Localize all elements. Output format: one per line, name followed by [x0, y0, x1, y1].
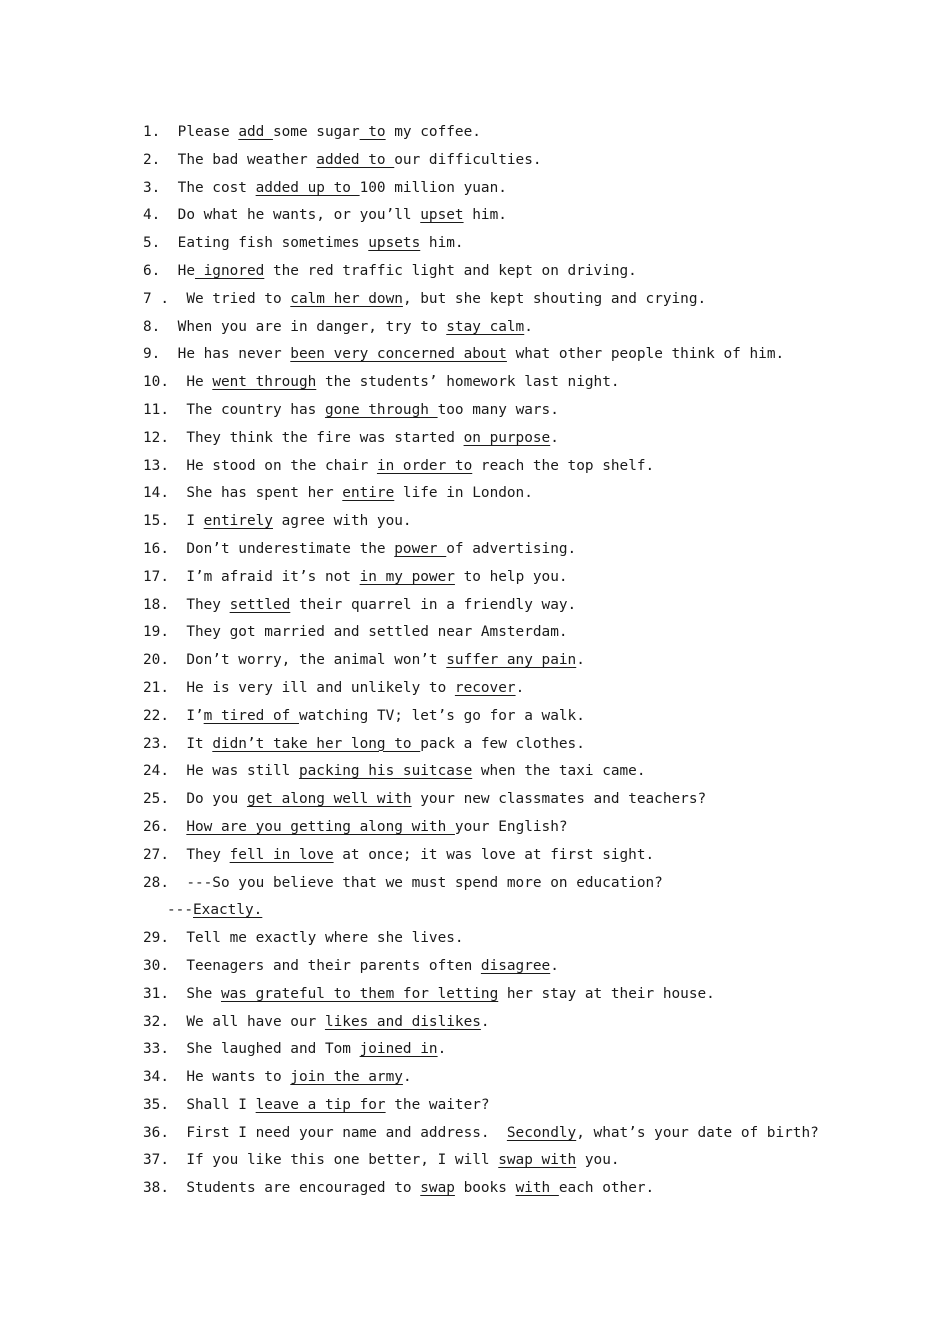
sentence-line: [143, 731, 923, 759]
sentence-text: your English?: [454, 818, 568, 835]
sentence-text: 20. Don’t worry, the animal won’t: [143, 652, 447, 669]
sentence-line: [143, 1064, 923, 1092]
sentence-line: [143, 341, 923, 369]
underlined-phrase: joined in: [359, 1041, 438, 1058]
sentence-line: [143, 480, 923, 508]
sentence-text: my coffee.: [385, 124, 481, 140]
sentence-line: [143, 508, 923, 536]
sentence-text: the students’ homework last night.: [316, 374, 620, 391]
sentence-text: 21. He is very ill and unlikely to: [143, 679, 455, 696]
sentence-line: [143, 592, 923, 620]
sentence-line: [143, 202, 923, 230]
sentence-text: 18. They: [143, 596, 230, 613]
exercise-list: [143, 119, 923, 1203]
sentence-text: 3. The cost: [143, 179, 256, 196]
sentence-line: [143, 119, 923, 147]
sentence-text: when the taxi came.: [472, 763, 646, 780]
sentence-text: .: [550, 957, 559, 974]
sentence-line: [143, 1009, 923, 1037]
sentence-text: 6. He: [143, 262, 195, 279]
sentence-text: .: [515, 679, 525, 696]
sentence-text: of advertising.: [446, 540, 577, 557]
underlined-phrase: get along well with: [246, 791, 412, 808]
sentence-text: their quarrel in a friendly way.: [290, 596, 577, 613]
sentence-text: 12. They think the fire was started: [143, 429, 464, 446]
underlined-phrase: gone through: [324, 401, 438, 418]
sentence-text: 5. Eating fish sometimes: [143, 235, 369, 252]
sentence-text: him.: [420, 235, 464, 252]
sentence-text: our difficulties.: [394, 151, 542, 168]
sentence-line: [143, 1147, 923, 1175]
sentence-line: [143, 1120, 923, 1148]
sentence-text: ---: [167, 902, 193, 919]
sentence-line: [143, 425, 923, 453]
underlined-phrase: been very concerned about: [290, 346, 507, 363]
sentence-text: 25. Do you: [143, 791, 247, 808]
underlined-phrase: add: [238, 124, 273, 140]
underlined-phrase: to: [359, 124, 386, 140]
sentence-line: [143, 314, 923, 342]
sentence-text: .: [402, 1069, 412, 1086]
underlined-phrase: entirely: [203, 513, 273, 530]
underlined-phrase: swap: [420, 1180, 455, 1197]
sentence-text: each other.: [558, 1180, 655, 1197]
underlined-phrase: added up to: [255, 179, 360, 196]
sentence-text: agree with you.: [272, 513, 412, 530]
sentence-line: [143, 981, 923, 1009]
sentence-text: 4. Do what he wants, or you’ll: [143, 207, 421, 224]
sentence-line: [143, 453, 923, 481]
underlined-phrase: added to: [316, 151, 395, 168]
sentence-line: [143, 1092, 923, 1120]
sentence-text: .: [437, 1041, 447, 1058]
sentence-text: 29. Tell me exactly where she lives.: [143, 930, 464, 947]
sentence-text: 10. He: [143, 374, 213, 391]
sentence-text: watching TV; let’s go for a walk.: [298, 707, 585, 724]
sentence-line: [143, 647, 923, 675]
sentence-text: 100 million yuan.: [359, 179, 507, 196]
underlined-phrase: disagree: [480, 957, 551, 974]
underlined-phrase: settled: [229, 596, 291, 613]
sentence-line: [143, 397, 923, 425]
sentence-text: 30. Teenagers and their parents often: [143, 957, 481, 974]
sentence-text: too many wars.: [437, 401, 559, 418]
sentence-line: [143, 369, 923, 397]
sentence-text: 35. Shall I: [143, 1096, 256, 1113]
sentence-text: your new classmates and teachers?: [411, 791, 707, 808]
sentence-text: to help you.: [454, 568, 568, 585]
underlined-phrase: was grateful to them for letting: [220, 985, 499, 1002]
underlined-phrase: join the army: [290, 1069, 403, 1086]
underlined-phrase: stay calm: [446, 318, 525, 335]
sentence-text: 17. I’m afraid it’s not: [143, 568, 360, 585]
sentence-line: [143, 564, 923, 592]
sentence-text: , but she kept shouting and crying.: [402, 290, 707, 307]
sentence-text: life in London.: [394, 485, 533, 502]
sentence-text: him.: [463, 207, 507, 224]
underlined-phrase: calm her down: [290, 290, 403, 307]
underlined-phrase: on purpose: [463, 429, 551, 446]
sentence-text: 22. I’: [143, 707, 204, 724]
sentence-text: 31. She: [143, 985, 221, 1002]
sentence-text: 37. If you like this one better, I will: [143, 1152, 499, 1169]
sentence-text: you.: [576, 1152, 620, 1169]
underlined-phrase: packing his suitcase: [298, 763, 473, 780]
sentence-line: [143, 786, 923, 814]
underlined-phrase: likes and dislikes: [324, 1013, 481, 1030]
underlined-phrase: leave a tip for: [255, 1096, 386, 1113]
sentence-line: [143, 814, 923, 842]
sentence-text: .: [550, 429, 559, 446]
sentence-line: [143, 842, 923, 870]
underlined-phrase: Exactly.: [193, 902, 263, 919]
sentence-text: reach the top shelf.: [472, 457, 655, 474]
sentence-text: 8. When you are in danger, try to: [143, 318, 447, 335]
sentence-text: 14. She has spent her: [143, 485, 343, 502]
sentence-line: [143, 1036, 923, 1064]
sentence-text: 15. I: [143, 513, 204, 530]
sentence-text: 38. Students are encouraged to: [143, 1180, 421, 1197]
underlined-phrase: upsets: [368, 235, 421, 252]
sentence-text: what other people think of him.: [506, 346, 785, 363]
sentence-text: some sugar: [272, 124, 360, 140]
underlined-phrase: power: [394, 540, 447, 557]
sentence-line: [143, 147, 923, 175]
sentence-text: 32. We all have our: [143, 1013, 325, 1030]
sentence-line: [143, 536, 923, 564]
sentence-text: 23. It: [143, 735, 213, 752]
sentence-line: [143, 870, 923, 898]
underlined-phrase: in order to: [376, 457, 473, 474]
underlined-phrase: How are you getting along with: [186, 818, 455, 835]
sentence-text: 28. ---So you believe that we must spend more on education?: [143, 874, 663, 891]
sentence-line: [143, 925, 923, 953]
sentence-text: 11. The country has: [143, 401, 325, 418]
underlined-phrase: recover: [454, 679, 516, 696]
sentence-text: books: [454, 1180, 516, 1197]
sentence-text: 24. He was still: [143, 763, 299, 780]
sentence-text: 7 . We tried to: [143, 290, 291, 307]
sentence-line: [143, 619, 923, 647]
sentence-text: .: [480, 1013, 490, 1030]
sentence-text: her stay at their house.: [498, 985, 715, 1002]
sentence-text: 33. She laughed and Tom: [143, 1041, 360, 1058]
sentence-text: 16. Don’t underestimate the: [143, 540, 395, 557]
sentence-line: [143, 953, 923, 981]
underlined-phrase: m tired of: [203, 707, 299, 724]
sentence-text: 27. They: [143, 846, 230, 863]
underlined-phrase: swap with: [498, 1152, 577, 1169]
sentence-text: , what’s your date of birth?: [576, 1124, 819, 1141]
sentence-text: 26.: [143, 818, 187, 835]
sentence-line: [143, 703, 923, 731]
sentence-line: [143, 758, 923, 786]
sentence-text: the waiter?: [385, 1096, 490, 1113]
sentence-text: the red traffic light and kept on driving.: [264, 262, 637, 279]
sentence-line: [143, 230, 923, 258]
sentence-line: [143, 286, 923, 314]
sentence-line: [143, 1175, 923, 1203]
sentence-text: 36. First I need your name and address.: [143, 1124, 507, 1141]
underlined-phrase: with: [515, 1180, 559, 1197]
sentence-line: [143, 258, 923, 286]
underlined-phrase: ignored: [194, 262, 265, 279]
underlined-phrase: fell in love: [229, 846, 334, 863]
sentence-line: [143, 175, 923, 203]
sentence-text: 9. He has never: [143, 346, 291, 363]
sentence-text: 1. Please: [143, 124, 239, 140]
sentence-text: at once; it was love at first sight.: [333, 846, 655, 863]
sentence-text: .: [576, 652, 585, 669]
underlined-phrase: upset: [420, 207, 464, 224]
sentence-text: 34. He wants to: [143, 1069, 291, 1086]
underlined-phrase: suffer any pain: [446, 652, 577, 669]
sentence-text: pack a few clothes.: [420, 735, 585, 752]
sentence-text: .: [524, 318, 533, 335]
sentence-text: 13. He stood on the chair: [143, 457, 377, 474]
underlined-phrase: entire: [342, 485, 395, 502]
sentence-line: [143, 675, 923, 703]
underlined-phrase: Secondly: [506, 1124, 577, 1141]
underlined-phrase: didn’t take her long to: [212, 735, 421, 752]
underlined-phrase: in my power: [359, 568, 455, 585]
sentence-text: 19. They got married and settled near Amsterdam.: [143, 624, 568, 641]
sentence-text: 2. The bad weather: [143, 151, 317, 168]
sentence-continuation: [143, 897, 923, 925]
underlined-phrase: went through: [212, 374, 317, 391]
